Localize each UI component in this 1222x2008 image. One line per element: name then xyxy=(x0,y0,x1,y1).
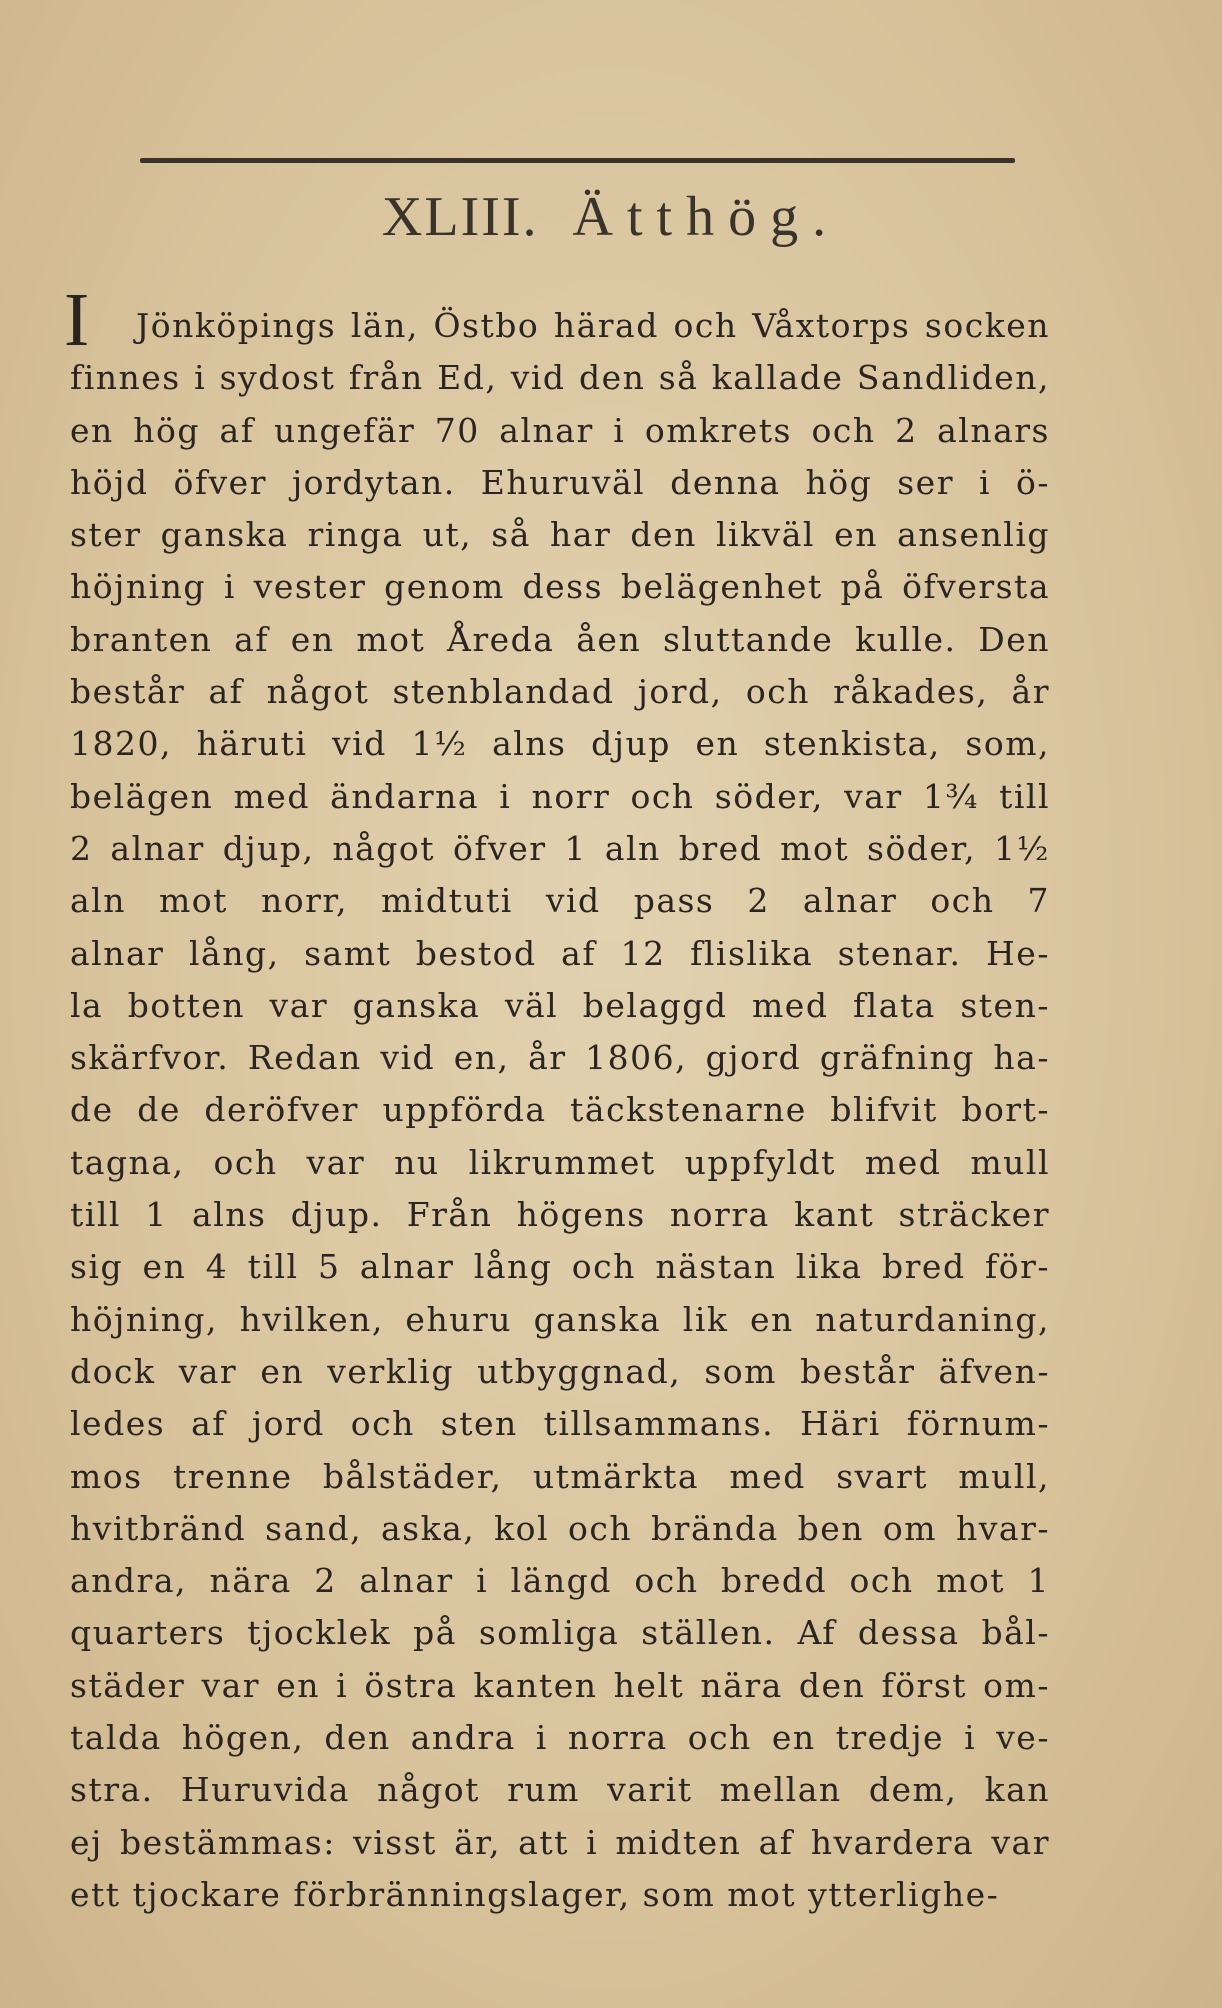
text-line: höjd öfver jordytan. Ehuruväl denna hög ser i ö- xyxy=(70,462,1050,502)
text-line: de de deröfver uppförda täckstenarne blifvit bort- xyxy=(70,1090,1050,1130)
text-line: mos trenne bålstäder, utmärkta med svart mull, xyxy=(70,1456,1050,1496)
text-line: en hög af ungefär 70 alnar i omkrets och 2 alnars xyxy=(70,410,1050,450)
header-rule xyxy=(140,158,1015,163)
text-line: ett tjockare förbränningslager, som mot ytterlighe- xyxy=(70,1874,1000,1914)
text-line: quarters tjocklek på somliga ställen. Af dessa bål- xyxy=(70,1613,1050,1653)
text-line: består af något stenblandad jord, och råkades, år xyxy=(70,672,1050,712)
text-line: skärfvor. Redan vid en, år 1806, gjord gräfning ha- xyxy=(70,1038,1050,1078)
text-line: sig en 4 till 5 alnar lång och nästan lika bred för- xyxy=(70,1247,1050,1287)
text-line: till 1 alns djup. Från högens norra kant sträcker xyxy=(70,1195,1050,1235)
text-line: 2 alnar djup, något öfver 1 aln bred mot söder, 1½ xyxy=(70,828,1050,868)
text-line: stra. Huruvida något rum varit mellan dem, kan xyxy=(70,1770,1050,1810)
text-line xyxy=(64,278,1050,362)
body-text xyxy=(64,278,1050,1921)
text-line: ster ganska ringa ut, så har den likväl en ansenlig xyxy=(70,515,1050,555)
text-line: alnar lång, samt bestod af 12 flislika stenar. He- xyxy=(70,933,1050,973)
text-line: städer var en i östra kanten helt nära den först om- xyxy=(70,1665,1050,1705)
text-line: talda högen, den andra i norra och en tredje i ve- xyxy=(70,1718,1050,1758)
text-line: dock var en verklig utbyggnad, som består äfven- xyxy=(70,1351,1050,1391)
text-line: höjning i vester genom dess belägenhet på öfversta xyxy=(70,567,1050,607)
text-line: ej bestämmas: visst är, att i midten af hvardera var xyxy=(70,1822,1050,1862)
text-line: tagna, och var nu likrummet uppfyldt med mull xyxy=(70,1142,1050,1182)
text-line: höjning, hvilken, ehuru ganska lik en naturdaning, xyxy=(70,1299,1050,1339)
text-line: ledes af jord och sten tillsammans. Häri förnum- xyxy=(70,1404,1050,1444)
text-line: branten af en mot Åreda åen sluttande kulle. Den xyxy=(70,619,1050,659)
text-line: finnes i sydost från Ed, vid den så kallade Sandliden, xyxy=(70,358,1050,398)
text-line-content: Jönköpings län, Östbo härad och Våxtorps socken xyxy=(136,306,1050,345)
text-line: belägen med ändarna i norr och söder, var 1¾ till xyxy=(70,776,1050,816)
text-line: andra, nära 2 alnar i längd och bredd och mot 1 xyxy=(70,1561,1050,1601)
section-title: Ätthög. xyxy=(572,186,841,248)
text-line: aln mot norr, midtuti vid pass 2 alnar och 7 xyxy=(70,881,1050,921)
section-number: XLIII. xyxy=(381,186,539,248)
drop-cap: I xyxy=(64,278,91,362)
section-heading xyxy=(0,185,1222,249)
text-line: 1820, häruti vid 1½ alns djup en stenkista, som, xyxy=(70,724,1050,764)
text-line: hvitbränd sand, aska, kol och brända ben om hvar- xyxy=(70,1508,1050,1548)
text-line: la botten var ganska väl belaggd med flata sten- xyxy=(70,985,1050,1025)
